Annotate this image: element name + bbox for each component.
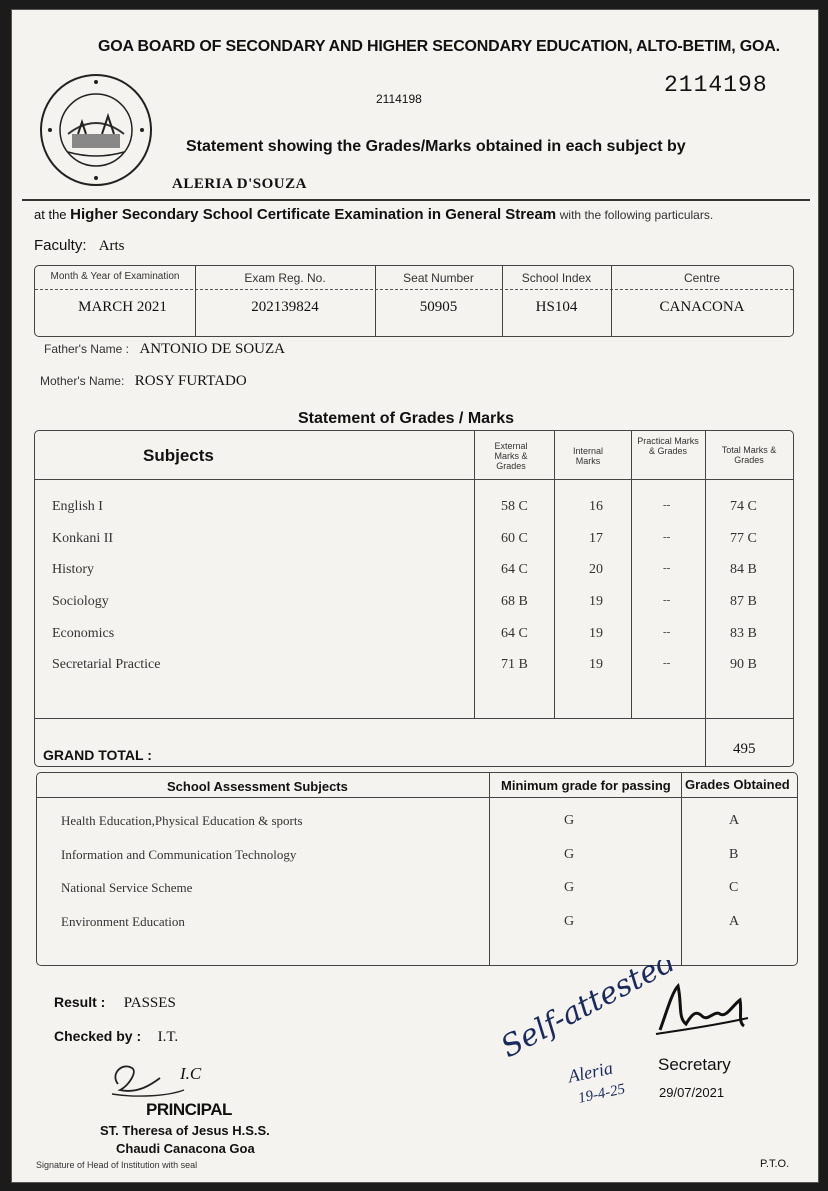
board-title: GOA BOARD OF SECONDARY AND HIGHER SECONDARY EDUCATION, ALTO-BETIM, GOA. <box>98 38 780 55</box>
table-row: Economics 64 C 19 -- 83 B <box>52 626 757 641</box>
value-month-year: MARCH 2021 <box>78 299 167 315</box>
pto-label: P.T.O. <box>760 1158 790 1170</box>
faculty-line: Faculty: Arts <box>34 237 125 254</box>
result-value: PASSES <box>123 995 176 1011</box>
grand-total-label: GRAND TOTAL : <box>43 747 152 763</box>
marks-table <box>34 430 794 767</box>
list-item: Information and Communication Technology G B <box>61 847 739 862</box>
value-centre: CANACONA <box>659 299 745 315</box>
marks-rows <box>35 499 793 699</box>
mother-line: Mother's Name: ROSY FURTADO <box>40 373 247 389</box>
board-seal <box>38 72 154 188</box>
school-location-stamp: Chaudi Canacona Goa <box>116 1141 255 1156</box>
col-total: Total Marks & Grades <box>721 445 777 465</box>
table-row: History 64 C 20 -- 84 B <box>52 562 757 577</box>
head-signature-caption: Signature of Head of Institution with seal <box>36 1160 198 1170</box>
list-item: Health Education,Physical Education & sports G A <box>61 813 740 828</box>
table-row: Secretarial Practice 71 B 19 -- 90 B <box>52 657 757 672</box>
particulars-table <box>34 265 794 337</box>
checked-line: Checked by : I.T. <box>54 1028 179 1045</box>
col-assessment-subjects: School Assessment Subjects <box>167 779 348 794</box>
header-month-year: Month & Year of Examination <box>50 271 180 282</box>
value-school-index: HS104 <box>535 299 578 315</box>
col-internal: Internal Marks <box>572 446 604 466</box>
header-reg-no: Exam Reg. No. <box>244 271 326 285</box>
result-line: Result : PASSES <box>54 994 176 1011</box>
table-row: English I 58 C 16 -- 74 C <box>52 499 757 514</box>
secretary-label: Secretary <box>658 1055 731 1074</box>
svg-text:Self-attested: Self-attested <box>502 960 682 1066</box>
col-minimum-grade: Minimum grade for passing <box>501 778 671 793</box>
header-centre: Centre <box>683 271 721 285</box>
header-school-index: School Index <box>521 271 592 285</box>
secretary-signature <box>652 974 752 1044</box>
mother-name: ROSY FURTADO <box>134 373 247 389</box>
col-external: External Marks & Grades <box>494 441 528 471</box>
list-item: Environment Education G A <box>61 914 740 929</box>
grand-total-value: 495 <box>733 741 756 757</box>
secretary-date: 29/07/2021 <box>659 1085 725 1100</box>
student-name: ALERIA D'SOUZA <box>172 176 307 192</box>
header-seat-number: Seat Number <box>403 271 474 285</box>
father-name: ANTONIO DE SOUZA <box>139 341 285 357</box>
list-item: National Service Scheme G C <box>61 880 739 895</box>
handwritten-date: 19-4-25 <box>576 1081 627 1107</box>
value-seat-number: 50905 <box>419 299 458 315</box>
father-line: Father's Name : ANTONIO DE SOUZA <box>44 341 285 357</box>
value-reg-no: 202139824 <box>251 299 319 315</box>
marks-title: Statement of Grades / Marks <box>298 410 515 427</box>
col-subjects: Subjects <box>143 446 214 465</box>
statement-heading: Statement showing the Grades/Marks obtained in each subject by <box>186 138 686 155</box>
principal-stamp: PRINCIPAL <box>146 1100 232 1119</box>
exam-name: Higher Secondary School Certificate Examination in General Stream <box>70 206 557 223</box>
handwritten-name: Aleria <box>566 1057 615 1087</box>
col-grades-obtained: Grades Obtained <box>685 777 790 792</box>
serial-number-large: 2114198 <box>664 72 768 98</box>
assessment-table <box>36 772 798 966</box>
col-practical: Practical Marks & Grades <box>637 436 699 456</box>
signature-initials: I.C <box>180 1064 202 1083</box>
checked-value: I.T. <box>157 1029 179 1045</box>
serial-number-small: 2114198 <box>376 92 422 106</box>
table-row: Konkani II 60 C 17 -- 77 C <box>52 531 757 546</box>
principal-signature <box>108 1054 188 1100</box>
school-name-stamp: ST. Theresa of Jesus H.S.S. <box>100 1123 270 1138</box>
marksheet-document <box>12 10 818 1182</box>
exam-line: at the Higher Secondary School Certificate Examination in General Stream with the following particulars. <box>34 206 714 223</box>
table-row: Sociology 68 B 19 -- 87 B <box>52 594 757 609</box>
